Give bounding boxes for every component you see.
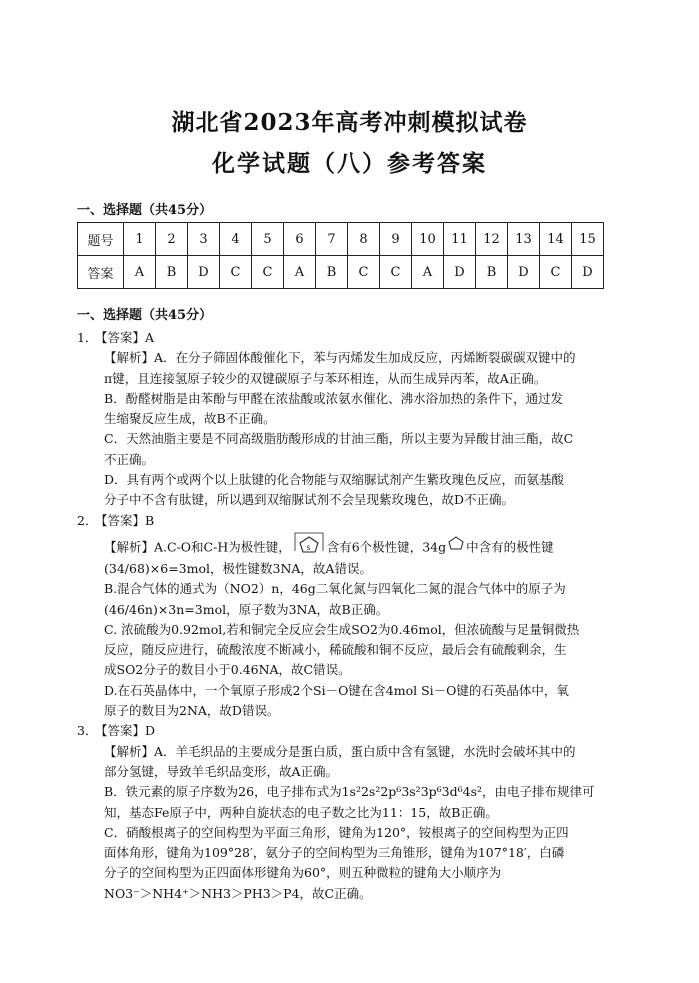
explanation-line: C．硝酸根离子的空间构型为平面三角形，键角为120°，铵根离子的空间构型为正四 — [104, 824, 569, 840]
table-cell-number: 15 — [572, 223, 604, 256]
question-number: 3． — [77, 723, 98, 739]
table-cell-answer: C — [380, 256, 412, 289]
question-answer-line — [77, 328, 625, 348]
table-cell-answer: D — [188, 256, 220, 289]
table-cell-number: 11 — [444, 223, 476, 256]
table-cell-number: 3 — [188, 223, 220, 256]
question-answer-line — [77, 511, 625, 531]
answer-explanations — [77, 328, 625, 904]
row-label-number: 题号 — [78, 223, 124, 256]
table-cell-number: 10 — [412, 223, 444, 256]
explanation-line: π键，且连接氢原子较少的双键碳原子与苯环相连，从而生成异丙苯，故A正确。 — [104, 370, 547, 386]
page-subtitle: 化学试题（八）参考答案 — [212, 150, 487, 177]
explanation-line: 分子中不含有肽键，所以遇到双缩脲试剂不会呈现紫玫瑰色，故D不正确。 — [104, 492, 515, 508]
table-cell-answer: D — [508, 256, 540, 289]
explanation-line: B．铁元素的原子序数为26，电子排布式为1s²2s²2p⁶3s²3p⁶3d⁶4s²，由电子排布规律可 — [104, 784, 595, 800]
explanation-line: C．天然油脂主要是不同高级脂肪酸形成的甘油三酯，所以主要为异酸甘油三酯，故C — [104, 431, 574, 447]
explanation-line: 原子的数目为2NA，故D错误。 — [104, 703, 280, 719]
table-cell-number: 5 — [252, 223, 284, 256]
explanation-line: 生缩聚反应生成，故B不正确。 — [104, 411, 276, 427]
question-answer-line — [77, 721, 625, 741]
svg-text:S: S — [306, 544, 311, 552]
answer-table — [77, 222, 604, 289]
table-cell-number: 9 — [380, 223, 412, 256]
table-cell-number: 8 — [348, 223, 380, 256]
table-cell-answer: A — [412, 256, 444, 289]
page-title: 湖北省2023年高考冲刺模拟试卷 — [171, 109, 528, 136]
explanation-text: 含有6个极性键，34g — [326, 539, 447, 555]
table-cell-number: 14 — [540, 223, 572, 256]
explanation-line: (46/46n)×3n=3mol，原子数为3NA，故B正确。 — [104, 601, 389, 617]
explanation-line: 部分氢键，导致羊毛织品变形，故A正确。 — [104, 763, 339, 779]
table-cell-number: 7 — [316, 223, 348, 256]
explanation-line: 分子的空间构型为正四面体形键角为60°，则五种微粒的键角大小顺序为 — [104, 865, 502, 881]
explanation-line: 知，基态Fe原子中，两种自旋状态的电子数之比为11：15，故B正确。 — [104, 804, 498, 820]
explanation-line: 不正确。 — [104, 451, 155, 467]
table-cell-number: 13 — [508, 223, 540, 256]
explanation-line: (34/68)×6=3mol，极性键数3NA，故A错误。 — [104, 560, 372, 576]
table-cell-answer: C — [348, 256, 380, 289]
explanation-line: 面体角形，键角为109°28′，氨分子的空间构型为三角锥形，键角为107°18′，白磷 — [104, 845, 565, 861]
table-cell-number: 1 — [124, 223, 156, 256]
explanation-line: B．酚醛树脂是由苯酚与甲醛在浓盐酸或浓氨水催化、沸水浴加热的条件下，通过发 — [104, 390, 564, 406]
table-cell-answer: B — [316, 256, 348, 289]
table-cell-answer: B — [156, 256, 188, 289]
table-cell-number: 12 — [476, 223, 508, 256]
explanation-line: B.混合气体的通式为（NO2）n，46g二氧化氮与四氧化二氮的混合气体中的原子为 — [104, 581, 566, 597]
answer-label: 【答案】D — [95, 723, 156, 739]
row-label-answer: 答案 — [78, 256, 124, 289]
table-cell-answer: D — [444, 256, 476, 289]
explanation-text: 中含有的极性键 — [466, 539, 554, 555]
answer-label: 【答案】B — [95, 512, 155, 528]
explanation-line: NO3⁻＞NH4⁺＞NH3＞PH3＞P4，故C正确。 — [104, 885, 372, 901]
explanation-line: D．具有两个或两个以上肽键的化合物能与双缩脲试剂产生紫玫瑰色反应，而氨基酸 — [104, 472, 565, 488]
table-cell-answer: B — [476, 256, 508, 289]
answer-label: 【答案】A — [95, 330, 155, 345]
explanation-line: D.在石英晶体中，一个氧原子形成2个Si－O键在含4mol Si－O键的石英晶体中，氧 — [104, 682, 569, 698]
explanation-line: 【解析】A．在分子筛固体酸催化下，苯与丙烯发生加成反应，丙烯断裂碳碳双键中的 — [104, 350, 576, 366]
explanation-line: 【解析】A．羊毛织品的主要成分是蛋白质，蛋白质中含有氢键，水洗时会破坏其中的 — [104, 743, 576, 759]
explanation-line — [77, 531, 625, 559]
section-title-detail: 一、选择题（共45分） — [77, 308, 213, 323]
table-cell-answer: A — [124, 256, 156, 289]
table-cell-answer: C — [540, 256, 572, 289]
table-cell-answer: A — [284, 256, 316, 289]
question-number: 1． — [77, 330, 98, 345]
table-cell-number: 2 — [156, 223, 188, 256]
explanation-line: 成SO2分子的数目小于0.46NA，故C错误。 — [104, 662, 351, 678]
question-number: 2． — [77, 512, 98, 528]
section-title-table: 一、选择题（共45分） — [77, 203, 213, 218]
answer-table-answer-row — [78, 256, 604, 289]
table-cell-answer: C — [252, 256, 284, 289]
table-cell-answer: D — [572, 256, 604, 289]
table-cell-number: 6 — [284, 223, 316, 256]
explanation-line: C. 浓硫酸为0.92mol,若和铜完全反应会生成SO2为0.46mol，但浓硫酸与足量铜微热 — [104, 621, 580, 637]
answer-table-number-row — [78, 223, 604, 256]
thiophene-ring-small-icon — [446, 534, 466, 562]
table-cell-number: 4 — [220, 223, 252, 256]
table-cell-answer: C — [220, 256, 252, 289]
explanation-text: 【解析】A.C-O和C-H为极性键， — [104, 539, 291, 555]
explanation-line: 反应，随反应进行，硫酸浓度不断减小，稀硫酸和铜不反应，最后会有硫酸剩余，生 — [104, 642, 567, 658]
